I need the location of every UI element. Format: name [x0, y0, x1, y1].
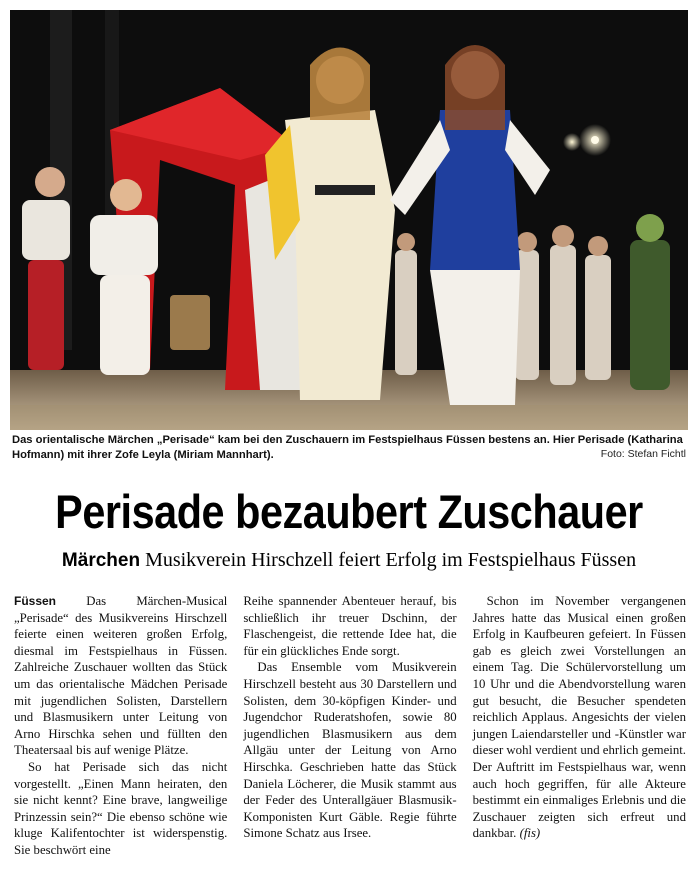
- paragraph: [473, 593, 686, 842]
- paragraph: So hat Perisade sich das nicht vorgestellt. „Einen Mann heiraten, den sie nicht kennt? Eine brave, langweilige Prinzessin sein?“ Die ebenso schöne wie kluge Kalifentochter ist widerspenstig. Sie beschwört eine: [14, 759, 228, 857]
- kicker: Märchen: [61, 550, 141, 571]
- paragraph-text: Das Märchen-Musical „Perisade“ des Musikvereins Hirschzell feierte einen weiteren großen Erfolg, diesmal im Festspielhaus in Füssen. Zahlreiche Zuschauer wollten das Stück um das orientalische Mädchen Perisade mit jugendlichen Solisten, Darstellern und Blasmusikern unter Leitung von Arno Hirschka sehen und füllten den Theatersaal bis auf wenige Plätze.: [14, 594, 228, 758]
- headline: Perisade bezaubert Zuschauer: [55, 485, 643, 538]
- author-signature: (fis): [519, 826, 541, 841]
- column-1: [14, 593, 227, 873]
- article-photo: [10, 10, 688, 430]
- dateline: Füssen: [14, 594, 57, 608]
- photo-credit: Foto: Stefan Fichtl: [600, 448, 686, 460]
- photo-caption: Das orientalische Märchen „Perisade“ kam bei den Zuschauern im Festspielhaus Füssen bestens an. Hier Perisade (Katharina Hofmann) mit ihrer Zofe Leyla (Miriam Mannhart).: [12, 434, 683, 461]
- deck: Musikverein Hirschzell feiert Erfolg im Festspielhaus Füssen: [145, 549, 637, 571]
- subheadline: [0, 546, 698, 575]
- article-body: [14, 593, 686, 873]
- stage-scene-image: [10, 10, 688, 430]
- paragraph: Reihe spannender Abenteuer herauf, bis schließlich ihr treuer Dschinn, der Flaschengeist, die rettende Idee hat, die für ein glückliches Ende sorgt.: [243, 594, 457, 658]
- paragraph-text: Schon im November vergangenen Jahres hatte das Musical einen großen Erfolg in Kaufbeuren gefeiert. In Füssen gab es gleich zwei Vorstellungen an einem Tag. Die Schülervorstellung um 10 Uhr und die Abendvorstellung waren gut besucht, die Besucher spendeten reichlich Applaus. Angesichts der vielen jungen Laiendarsteller und -Künstler war dieser wohl verdient und ehrlich gemeint. Der Auftritt im Festspielhaus war, wenn auch hoch gegriffen, für alle Akteure bestimmt ein einmaliges Erlebnis und die Zuschauer zeigten sich erfreut und dankbar.: [472, 594, 686, 841]
- column-2: [243, 593, 456, 873]
- paragraph: Das Ensemble vom Musikverein Hirschzell besteht aus 30 Darstellern und Solisten, dem 30-köpfigen Kinder- und Jugendchor Ruderatshofen, sowie 80 jugendlichen Blasmusikern aus dem Allgäu unter der Leitung von Arno Hirschka. Geschrieben hatte das Stück Daniela Löcherer, die Musik stammt aus der Feder des Unterallgäuer Blasmusik-Komponisten Kurt Gäble. Regie führte Simone Schatz aus Irsee.: [243, 660, 457, 841]
- column-3: [473, 593, 686, 873]
- paragraph: [14, 593, 227, 759]
